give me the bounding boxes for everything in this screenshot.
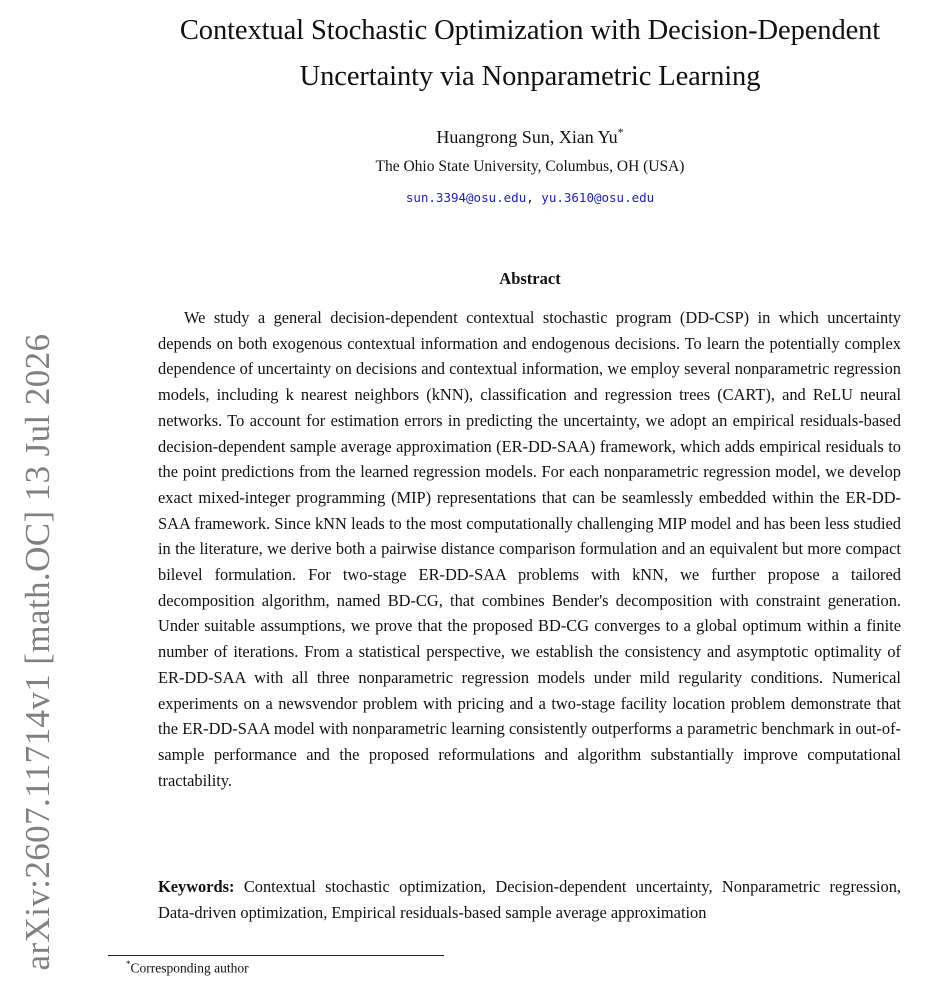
- email-separator: ,: [526, 190, 542, 205]
- author-footnote-mark: *: [617, 125, 624, 139]
- author-emails: [120, 190, 928, 205]
- title-line-1: Contextual Stochastic Optimization with Decision-Dependent: [179, 15, 881, 46]
- arxiv-stamp-text: arXiv:2607.11714v1 [math.OC] 13 Jul 2026: [18, 333, 57, 971]
- author-list: [120, 125, 928, 148]
- footnote-text: Corresponding author: [130, 960, 249, 976]
- abstract-body: We study a general decision-dependent contextual stochastic program (DD-CSP) in which uncertainty depends on both exogenous contextual information and endogenous decisions. To learn the potentially complex dependence of uncertainty on decisions and contextual information, we employ several nonparametric regression models, including k nearest neighbors (kNN), classification and regression trees (CART), and ReLU neural networks. To account for estimation errors in predicting the uncertainty, we adopt an empirical residuals-based decision-dependent sample average approximation (ER-DD-SAA) framework, which adds empirical residuals to the point predictions from the learned regression models. For each nonparametric regression model, we develop exact mixed-integer programming (MIP) representations that can be seamlessly embedded within the ER-DD-SAA framework. Since kNN leads to the most computationally challenging MIP model and has been less studied in the literature, we derive both a pairwise distance comparison formulation and an equivalent but more compact bilevel formulation. For two-stage ER-DD-SAA problems with kNN, we further propose a tailored decomposition algorithm, named BD-CG, that combines Bender's decomposition with constraint generation. Under suitable assumptions, we prove that the proposed BD-CG converges to a global optimum within a finite number of iterations. From a statistical perspective, we establish the consistency and asymptotic optimality of ER-DD-SAA with all three nonparametric regression models under mild regularity conditions. Numerical experiments on a newsvendor problem with pricing and a two-stage facility location problem demonstrate that the ER-DD-SAA model with nonparametric learning consistently outperforms a parametric benchmark in out-of-sample performance and the proposed reformulations and algorithm substantially improve computational tractability.: [158, 308, 901, 790]
- footnote: [126, 959, 249, 977]
- affiliation: The Ohio State University, Columbus, OH (USA): [375, 158, 685, 175]
- keywords-paragraph: [158, 874, 901, 925]
- footnote-rule: [108, 955, 444, 956]
- abstract-heading: Abstract: [499, 269, 561, 288]
- email-link-yu[interactable]: yu.3610@osu.edu: [541, 190, 655, 205]
- title-line-2: Uncertainty via Nonparametric Learning: [299, 61, 761, 92]
- keywords-text: Contextual stochastic optimization, Decision-dependent uncertainty, Nonparametric regression, Data-driven optimization, Empirical residuals-based sample average approximation: [158, 877, 901, 922]
- keywords-label: Keywords:: [158, 877, 235, 896]
- author-names: Huangrong Sun, Xian Yu: [436, 127, 618, 147]
- email-link-sun[interactable]: sun.3394@osu.edu: [405, 190, 527, 205]
- paper-title: [120, 8, 928, 100]
- footnote-mark: *: [126, 959, 131, 969]
